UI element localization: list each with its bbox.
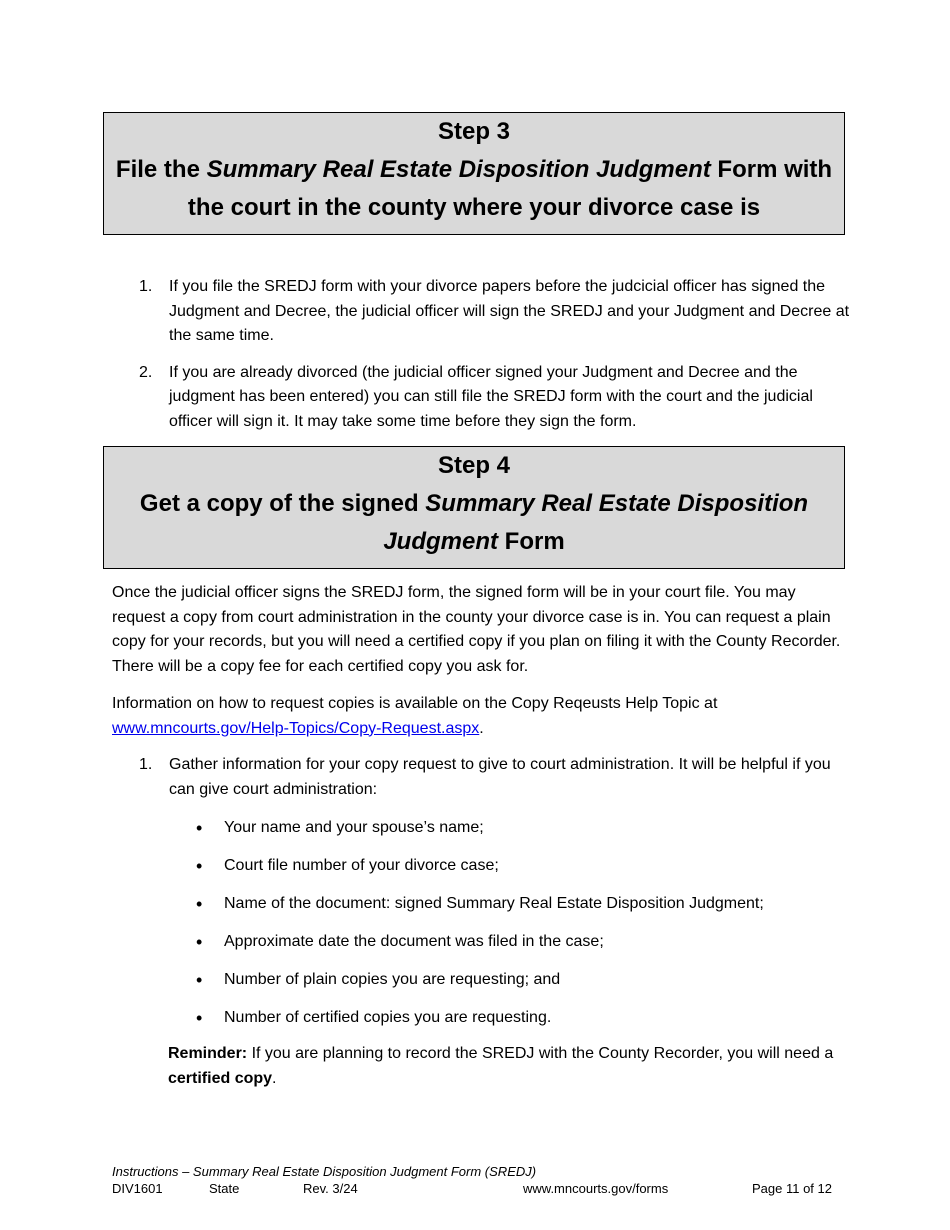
step-4-title: [140, 490, 808, 555]
bullet-text: Number of certified copies you are requesting.: [224, 1009, 552, 1026]
bullet-item: [196, 894, 846, 932]
paragraph-copy-requests-text: Information on how to request copies is available on the Copy Reqeusts Help Topic at: [112, 695, 718, 712]
bullet-icon: •: [196, 932, 203, 952]
step-4-list: [139, 753, 851, 802]
list-text: If you file the SREDJ form with your divorce papers before the judcicial officer has signed the Judgment and Decree, the judicial officer will sign the SREDJ and your Judgment and Decree at the same time.: [169, 278, 850, 344]
bullet-item: [196, 970, 846, 1008]
step-4-title-pre: Get a copy of the signed: [139, 490, 426, 517]
bullet-item: [196, 932, 846, 970]
list-number: 2.: [139, 363, 153, 381]
step-4-title-post: Form: [498, 528, 565, 555]
paragraph-end-period: .: [479, 719, 484, 737]
bullet-icon: •: [196, 970, 203, 990]
footer-form-id: DIV1601: [112, 1181, 163, 1196]
step-3-list: [139, 275, 851, 434]
reminder-label: Reminder:: [168, 1045, 248, 1062]
step-3-title-form-name: Summary Real Estate Disposition Judgment: [206, 156, 711, 183]
bullet-icon: •: [196, 894, 203, 914]
step-3-title-pre: File the: [115, 156, 207, 183]
bullet-text: Name of the document: signed Summary Real Estate Disposition Judgment;: [224, 895, 764, 912]
bullet-text: Your name and your spouse’s name;: [224, 819, 484, 836]
bullet-icon: •: [196, 1008, 203, 1028]
copy-request-link[interactable]: www.mncourts.gov/Help-Topics/Copy-Request.aspx: [112, 719, 480, 737]
bullet-text: Approximate date the document was filed in the case;: [224, 933, 604, 950]
list-text: If you are already divorced (the judicial officer signed your Judgment and Decree and the judgment has been entered) you can still file the SREDJ form with the court and the judicial officer will sign it. It may take some time before they sign the form.: [169, 363, 813, 430]
copy-request-bullets: [196, 818, 846, 1046]
paragraph-copy-info: Once the judicial officer signs the SREDJ form, the signed form will be in your court file. You may request a copy from court administration in the county your divorce case is in. You can request a plain copy for your records, but you will need a certified copy if you plan on filing it with the County Recorder. There will be a copy fee for each certified copy you ask for.: [112, 584, 841, 675]
bullet-icon: •: [196, 856, 203, 876]
footer-page-number: Page 11 of 12: [752, 1181, 832, 1196]
bullet-item: [196, 856, 846, 894]
footer-level: State: [209, 1181, 240, 1196]
paragraph-copy-requests: [112, 692, 847, 741]
bullet-icon: •: [196, 818, 203, 838]
reminder-text: If you are planning to record the SREDJ with the County Recorder, you will need a: [247, 1045, 834, 1062]
step-4-header: [103, 446, 845, 569]
reminder-end: .: [272, 1069, 277, 1087]
step-4-title-form-name: Summary Real Estate Disposition Judgment: [383, 490, 809, 555]
footer-revision: Rev. 3/24: [303, 1181, 358, 1196]
list-number: 1.: [139, 756, 153, 773]
step-4-label: Step 4: [437, 452, 511, 479]
step-3-header: [103, 112, 845, 235]
bullet-item: [196, 818, 846, 856]
list-item: [139, 753, 851, 802]
reminder-note: [168, 1042, 850, 1091]
step-3-title: [116, 156, 832, 221]
bullet-text: Court file number of your divorce case;: [224, 857, 499, 874]
step-3-title-post: Form with the court in the county where your divorce case is: [187, 156, 833, 221]
step-3-label: Step 3: [437, 118, 511, 145]
footer-title: Instructions – Summary Real Estate Disposition Judgment Form (SREDJ): [112, 1164, 537, 1179]
bullet-text: Number of plain copies you are requesting; and: [224, 971, 561, 988]
bullet-item: [196, 1008, 846, 1046]
footer-site: www.mncourts.gov/forms: [523, 1181, 669, 1196]
list-item: [139, 361, 851, 435]
reminder-emphasis: certified copy: [168, 1069, 273, 1087]
list-number: 1.: [139, 278, 153, 295]
list-item: [139, 275, 851, 349]
list-text: Gather information for your copy request to give to court administration. It will be helpful if you can give court administration:: [169, 756, 831, 798]
